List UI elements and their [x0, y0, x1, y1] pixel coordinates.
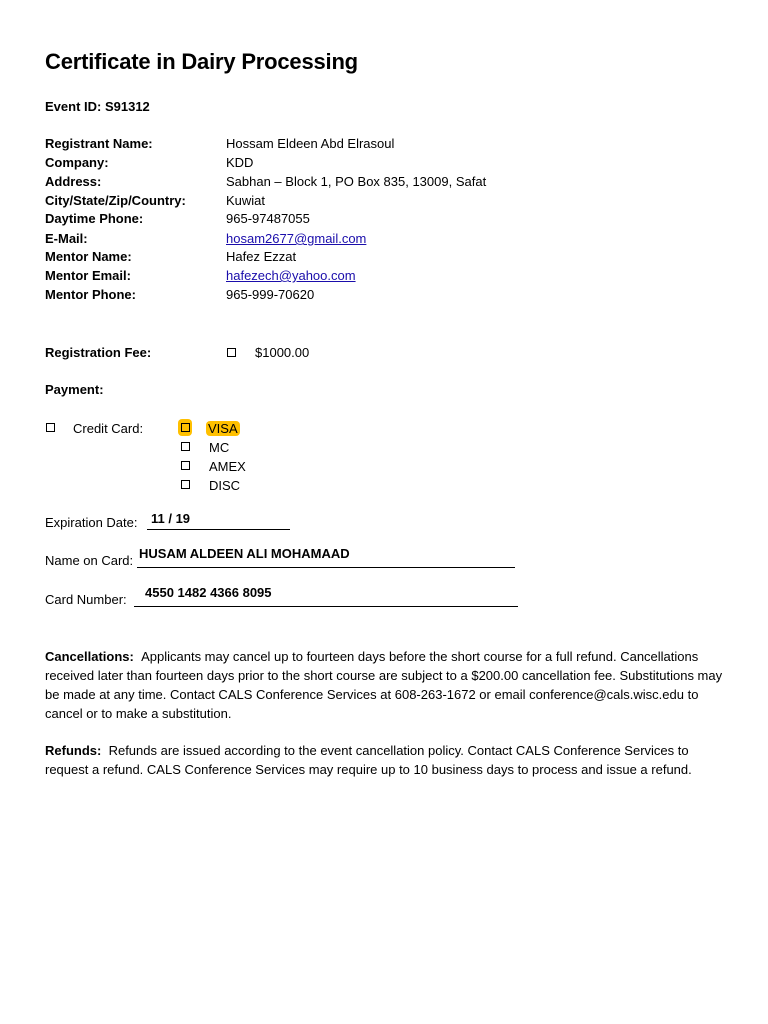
cancellations-text: Applicants may cancel up to fourteen days before the short course for a full refund. Cancellations received later than fourteen days prior to the short course are subject to a $200.00 cancellation fee. Substitutions may be made at any time. Contact CALS Conference Services at 608-263-1672 or email conference@cals.wisc.edu to cancel or to make a substitution.	[45, 649, 723, 721]
credit-card-label: Credit Card:	[73, 421, 144, 436]
address-label: Address:	[45, 174, 102, 189]
city-label: City/State/Zip/Country:	[45, 193, 186, 208]
name-on-card-value[interactable]: HUSAM ALDEEN ALI MOHAMAAD	[139, 546, 350, 561]
expiration-label: Expiration Date:	[45, 515, 138, 530]
visa-option	[206, 420, 240, 438]
amex-checkbox[interactable]	[181, 461, 190, 470]
expiration-underline	[147, 529, 290, 530]
credit-card-checkbox[interactable]	[46, 423, 55, 432]
disc-label: DISC	[209, 478, 241, 493]
card-number-underline	[134, 606, 518, 607]
registrant-name-label: Registrant Name:	[45, 136, 153, 151]
city-value: Kuwiat	[226, 193, 266, 208]
registrant-name-value: Hossam Eldeen Abd Elrasoul	[226, 136, 395, 151]
daytime-phone-value: 965-97487055	[226, 211, 310, 226]
expiration-value[interactable]: 11 / 19	[151, 511, 191, 526]
mentor-name-label: Mentor Name:	[45, 249, 132, 264]
refunds-text: Refunds are issued according to the event cancellation policy. Contact CALS Conference Services to request a refund. CALS Conference Services may require up to 10 business days to process and issue a refund.	[45, 743, 692, 777]
company-value: KDD	[226, 155, 254, 170]
refunds-paragraph	[45, 741, 735, 779]
page-title: Certificate in Dairy Processing	[45, 49, 358, 74]
registration-fee-label: Registration Fee:	[45, 345, 152, 360]
amex-label: AMEX	[209, 459, 246, 474]
disc-checkbox[interactable]	[181, 480, 190, 489]
refunds-heading: Refunds:	[45, 743, 102, 758]
email-link[interactable]: hosam2677@gmail.com	[226, 231, 367, 246]
company-label: Company:	[45, 155, 109, 170]
mentor-email-link[interactable]: hafezech@yahoo.com	[226, 268, 356, 283]
mentor-phone-value: 965-999-70620	[226, 287, 315, 302]
fee-amount: $1000.00	[255, 345, 310, 360]
name-on-card-label: Name on Card:	[45, 553, 134, 568]
name-on-card-underline	[137, 567, 515, 568]
event-id: Event ID: S91312	[45, 99, 150, 114]
address-value: Sabhan – Block 1, PO Box 835, 13009, Safat	[226, 174, 487, 189]
mentor-name-value: Hafez Ezzat	[226, 249, 297, 264]
daytime-phone-label: Daytime Phone:	[45, 211, 144, 226]
card-number-label: Card Number:	[45, 592, 127, 607]
mc-label: MC	[209, 440, 230, 455]
payment-label: Payment:	[45, 382, 104, 397]
mentor-phone-label: Mentor Phone:	[45, 287, 136, 302]
fee-checkbox[interactable]	[227, 348, 236, 357]
mc-checkbox[interactable]	[181, 442, 190, 451]
email-label: E-Mail:	[45, 231, 88, 246]
mentor-email-label: Mentor Email:	[45, 268, 131, 283]
visa-checkbox[interactable]	[181, 423, 190, 432]
cancellations-heading: Cancellations:	[45, 649, 134, 664]
visa-label: VISA	[208, 421, 238, 436]
cancellations-paragraph	[45, 647, 735, 723]
card-number-value[interactable]: 4550 1482 4366 8095	[145, 585, 272, 600]
